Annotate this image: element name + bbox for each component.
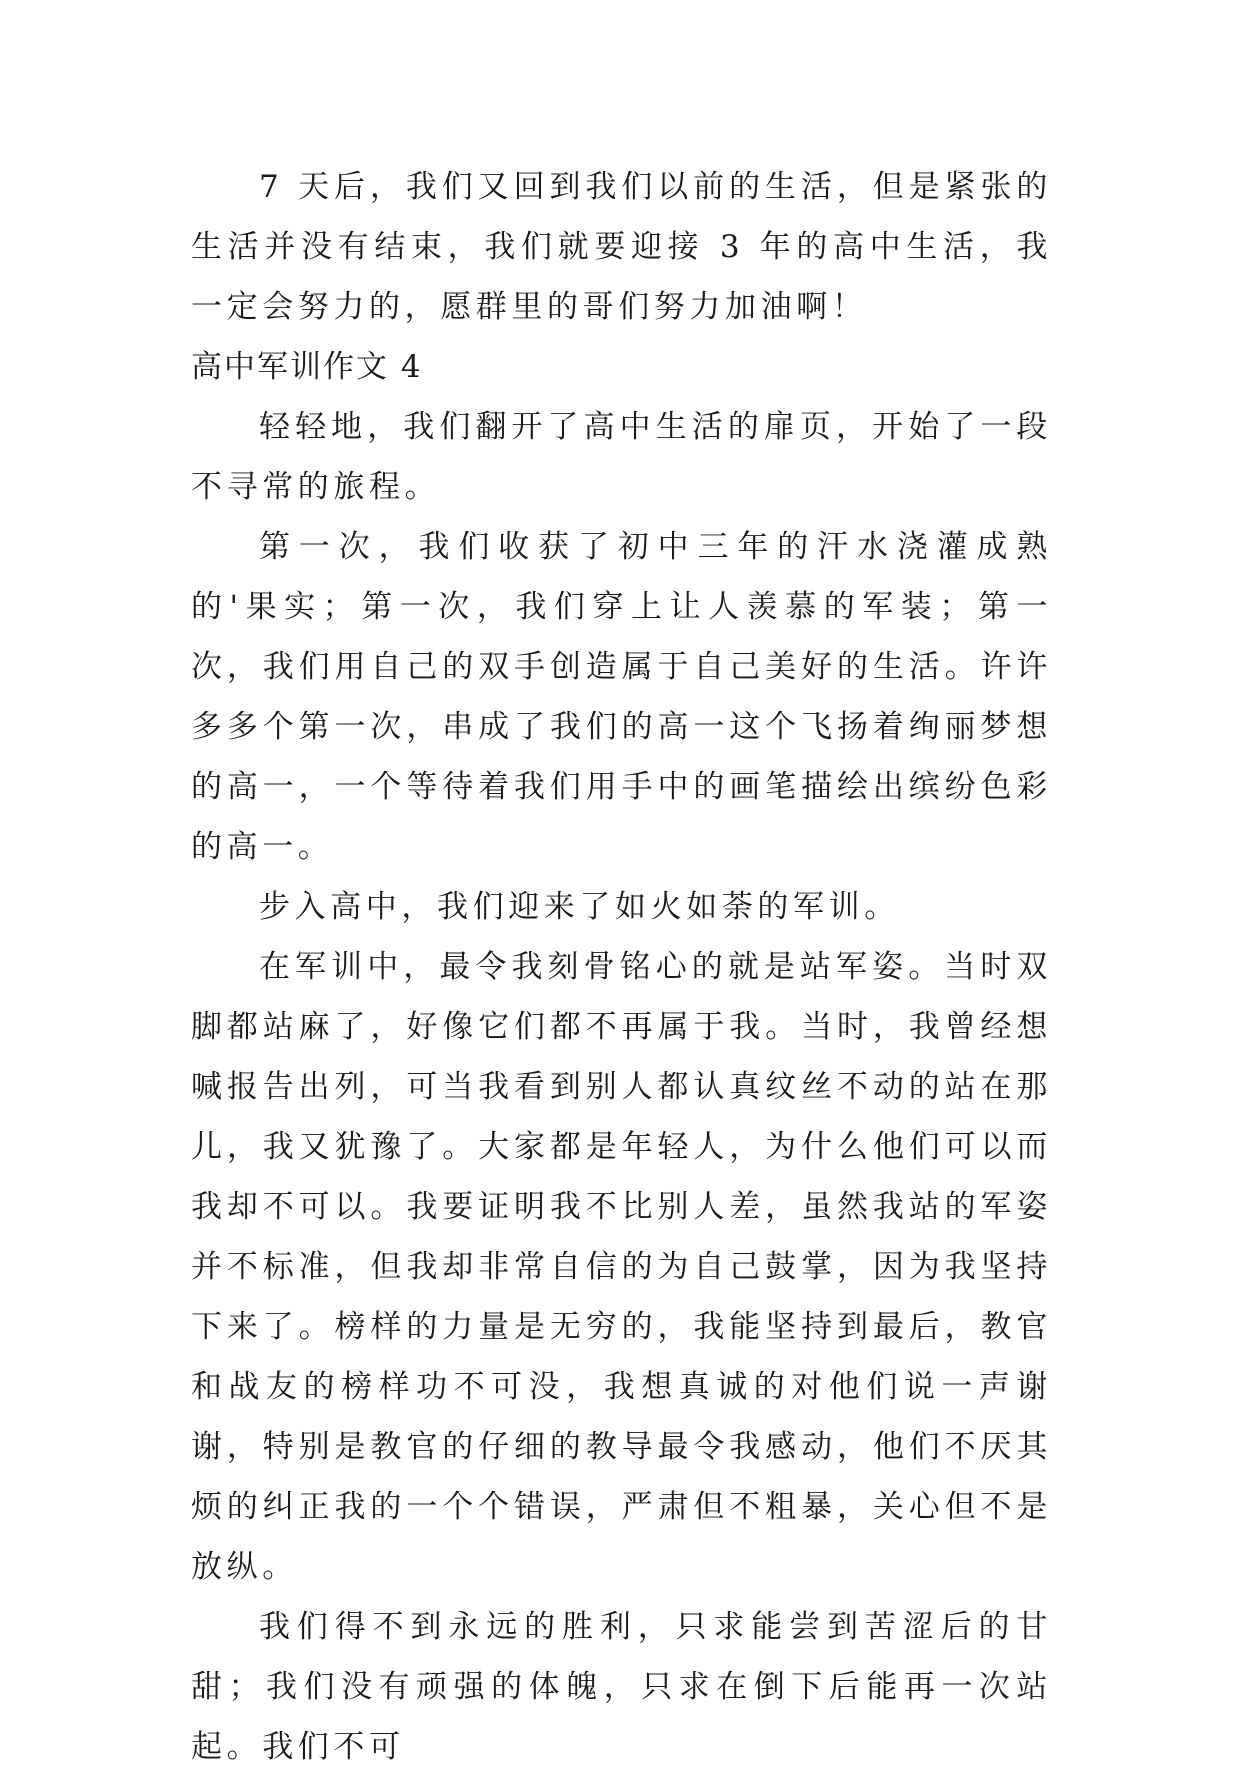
paragraph-1: 7 天后，我们又回到我们以前的生活，但是紧张的生活并没有结束，我们就要迎接 3 年的高中生活，我一定会努力的，愿群里的哥们努力加油啊！	[191, 169, 1052, 325]
document-body	[191, 157, 1052, 1777]
paragraph-6: 我们得不到永远的胜利，只求能尝到苦涩后的甘甜；我们没有顽强的体魄，只求在倒下后能再一次站起。我们不可	[191, 1609, 1052, 1765]
paragraph-4: 步入高中，我们迎来了如火如荼的军训。	[259, 889, 900, 925]
section-heading: 高中军训作文 4	[191, 349, 423, 385]
paragraph-3: 第一次，我们收获了初中三年的汗水浇灌成熟的'果实；第一次，我们穿上让人羡慕的军装；第一次，我们用自己的双手创造属于自己美好的生活。许许多多个第一次，串成了我们的高一这个飞扬着绚丽梦想的高一，一个等待着我们用手中的画笔描绘出缤纷色彩的高一。	[191, 529, 1052, 865]
paragraph-5: 在军训中，最令我刻骨铭心的就是站军姿。当时双脚都站麻了，好像它们都不再属于我。当时，我曾经想喊报告出列，可当我看到别人都认真纹丝不动的站在那儿，我又犹豫了。大家都是年轻人，为什么他们可以而我却不可以。我要证明我不比别人差，虽然我站的军姿并不标准，但我却非常自信的为自己鼓掌，因为我坚持下来了。榜样的力量是无穷的，我能坚持到最后，教官和战友的榜样功不可没，我想真诚的对他们说一声谢谢，特别是教官的仔细的教导最令我感动，他们不厌其烦的纠正我的一个个错误，严肃但不粗暴，关心但不是放纵。	[191, 949, 1052, 1585]
paragraph-2: 轻轻地，我们翻开了高中生活的扉页，开始了一段不寻常的旅程。	[191, 409, 1052, 505]
